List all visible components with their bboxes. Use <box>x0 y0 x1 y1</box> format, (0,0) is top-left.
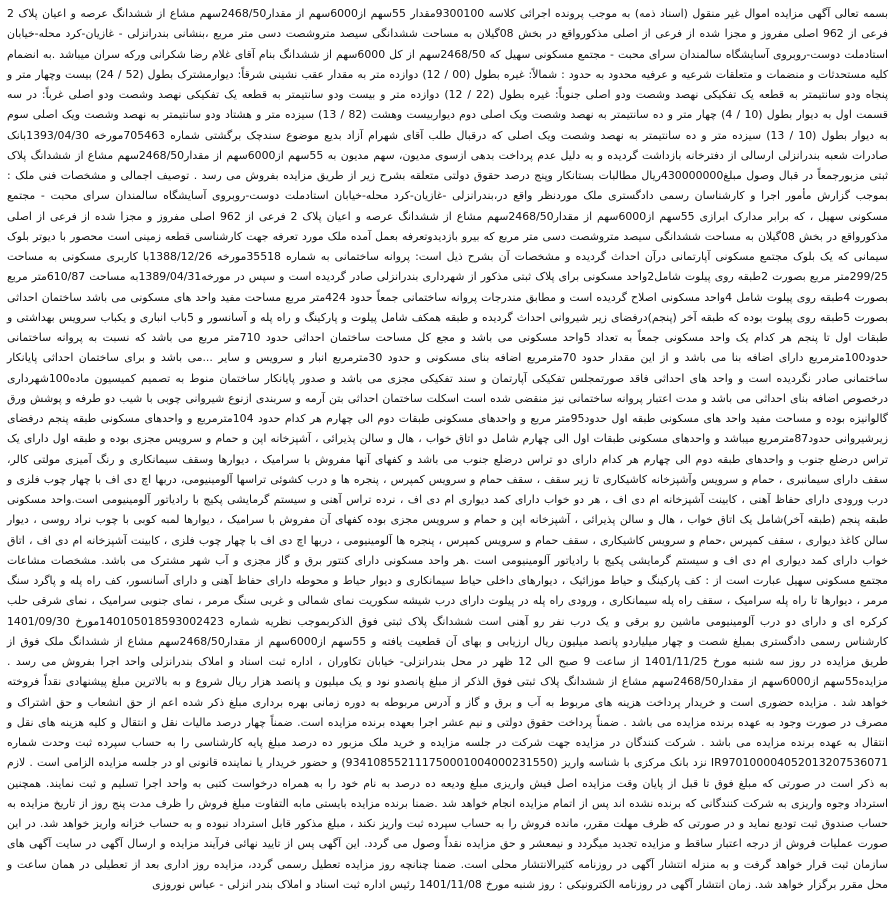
auction-notice-text: بسمه تعالی آگهی مزایده اموال غیر منقول (اسناد ذمه) به موجب پرونده اجرائی کلاسه 9300100مقدار 55سهم از6000سهم از مقدار2468/50سهم مشاع از ششدانگ عرصه و اعیان پلاک 2 فرعی از 962 اصلی مفروز و مجزا شده از فرعی از اصلی مذکورواقع در بخش 08گیلان به مساحت ششدانگی سیصد متروشصت دسی متر مربع ،بنشانی بندرانزلی - غازیان-کرد محله-خیابان استادملت دوست-روبروی آسایشگاه سالمندان سرای محبت - مجتمع مسکونی سهیل که 2468/50سهم از کل 6000سهم از ششدانگ بنام آقای غلام رضا شکرانی ورکه سران میباشد .به انضمام کلیه مستحدثات و منضمات و متعلقات شرعیه و عرفیه محدود به حدود : شمالاً: غیره بطول (00 / 12) دوازده متر به مقدار عقب نشینی شرقاً: دیوارمشترک بطول (52 / 24) بیست وچهار متر و پنجاه ودو سانتیمتر به قطعه یک تفکیکی نهصد وشصت ودو اصلی جنوباً: غیره بطول (22 / 12) دوازده متر و بیست ودو سانتیمتر به قطعه یک تفکیکی نهصد وشصت ودو اصلی غرباً: در سه قسمت اول به دیوار بطول (10 / 4) چهار متر و ده سانتیمتر به نهصد وشصت ویک اصلی دوم دیواربیست وهشت (82 / 13) سیزده متر و هشتاد ودو سانتیمتر به نهصد وشصت ویک اصلی سوم به دیوار بطول (10 / 13) سیزده متر و ده سانتیمتر به نهصد وشصت ویک اصلی که درقبال طلب آقای شهرام آزاد بدیع موضوع سندچک برگشتی شماره 705463مورخه 1393/04/30بانک صادرات شعبه بندرانزلی ارسالی از دفترخانه بازداشت گردیده و به دلیل عدم پرداخت بدهی ازسوی مدیون، سهم مدیون به 55سهم از6000سهم از مقدار2468/50سهم مشاع از ششدانگ پلاک ثبتی مزبورجمعاً در قبال وصول مبلغ430000000ریال مطالبات بستانکار وپنج درصد حقوق دولتی متعلقه بشرح زیر از طریق مزایده بفروش می رسد . توصیف اجمالی و مشخصات فنی ملک : بموجب گزارش مأمور اجرا و کارشناسان رسمی دادگستری ملک موردنظر واقع در،بندرانزلی -غازیان-کرد محله-خیابان استادملت دوست-روبروی آسایشگاه سالمندان سرای محبت - مجتمع مسکونی سهیل ، که برابر مدارک ابرازی 55سهم از6000سهم از مقدار2468/50سهم مشاع از ششدانگ عرصه و اعیان پلاک 2 فرعی از 962 اصلی مفروز و مجزا شده از فرعی از اصلی مذکورواقع در بخش 08گیلان به مساحت ششدانگی سیصد متروشصت دسی متر مربع که بیرو بازدیدوتعرفه بعمل آمده ملک مورد تعرفه جهت کارشناسی قطعه زمینی است محصور با دیوتر بلوک سیمانی که یک بلوک مجتمع مسکونی آپارتمانی درآن احداث گردیده و مشخصات آن بشرح ذیل است: پروانه ساختمانی به شماره 35518مورخه 1388/12/26با کاربری مسکونی به مساحت 299/25متر مربع بصورت 2طبقه روی پیلوت شامل2واحد مسکونی برای پلاک ثبتی مذکور از شهرداری بندرانزلی صادر گردیده است و سپس در مورخه1389/04/31به مساحت 610/87متر مربع بصورت 4طبقه روی پیلوت شامل 4واحد مسکونی اصلاح گردیده است و مطابق مندرجات پروانه ساختمانی جمعاً حدود 424متر مربع مساحت مفید واحد های مسکونی می باشد ساختمان احداثی بصورت 5طبقه روی پیلوت بوده که طبقه آخر (پنجم)درفضای زیر شیروانی احداث گردیده و طبقه همکف شامل پیلوت و پارکینگ و راه پله و آسانسور و 5باب انباری و یکباب سرویس بهداشتی و طبقات اول تا پنجم هر کدام یک واحد مسکونی جمعاً به تعداد 5واحد مسکونی می باشد و مجع کل مساحت ساختمان احداثی حدود 710متر مربع می باشد که نسبت به پروانه ساختمانی حدود100مترمربع دارای اضافه بنا می باشد و از این مقدار حدود 70مترمربع اضافه بنای مسکونی و حدود 30مترمربع انبار و سرویس و سایر ...می باشد و برای ساختمان احداثی پایانکار ساختمانی صادر نگردیده است و واحد های احداثی فاقد صورتمجلس تفکیکی آپارتمان و سند تفکیکی مجزی می باشد و صدور پایانکار ساختمان منوط به تصمیم کمیسیون ماده100شهرداری درخصوص اضافه بنای احداثی می باشد و مدت اعتبار پروانه ساختمانی نیز منقضی شده است اسکلت ساختمان احداثی بتن آرمه و سربندی ازنوع شیروانی چوبی با شیب دو طرفه و پوشش ورق گالوانیزه بوده و مساحت مفید واحد های مسکونی طبقه اول حدود95متر مربع و واحدهای مسکونی طبقات دوم الی چهارم هر کدام حدود 104مترمربع و واحدهای مسکونی طبقه پنجم درفضای زیرشیروانی حدود87مترمربع میباشد و واحدهای مسکونی طبقات اول الی چهارم شامل دو اتاق خواب ، هال و سالن پذیرائی ، آشپزخانه اپن و حمام و سرویس مجزی بوده و طبقه اول دارای یک تراس درضلع جنوب و واحدهای طبقه دوم الی چهارم هر کدام دارای دو تراس درضلع جنوب می باشد و کفهای آنها مفروش با سرامیک ، دیوارها وسقف سیمانکاری و رنگ آمیزی مولتی کالر، سقف دارای سیمانبری ، حمام و سرویس وآشپزخانه کاشیکاری تا زیر سقف ، سقف حمام و سرویس کمپرس ، پنجره ها و درب کشوئی تراسها آلومینیومی، دربها اچ دی اف با چهار چوب فلزی و درب ورودی دارای حفاظ آهنی ، کابینت آشپزخانه ام دی اف ، هر دو خواب دارای کمد دیواری ام دی اف ، نرده تراس آهنی و سیستم گرمایشی پکیج با رادیاتور آلومینیومی است.واحد مسکونی طبقه پنجم (طبقه آخر)شامل یک اتاق خواب ، هال و سالن پذیرائی ، آشپزخانه اپن و حمام و سرویس مجزی بوده کفهای آن مفروش با سرامیک ، دیوارها لمبه کوبی با چوب نراد روسی ، دیوار سالن کاغذ دیواری ، سقف کمپرس ،حمام و سرویس کاشیکاری ، سقف حمام و سرویس کمپرس ، پنجره ها آلومینیومی ، دربها اچ دی اف با چهار چوب فلزی ، کابینت آشپزخانه ام دی اف ، اتاق خواب دارای کمد دیواری ام دی اف و سیستم گرمایشی پکیج با رادیاتور آلومینیومی است .هر واحد مسکونی دارای کنتور برق و گاز مجزی و آب شهر مشترک می باشد. مشخصات مشاعات مجتمع مسکونی سهیل عبارت است از : کف پارکینگ و حیاط موزائیک ، دیوارهای داخلی حیاط سیمانکاری و دیوار حیاط و محوطه دارای حفاظ آهنی و دارای آسانسور، کف راه پله و پاگرد سنگ مرمر ، دیوارها تا راه پله سرامیک ، سقف راه پله سیمانکاری ، ورودی راه پله در پیلوت دارای درب شیشه سکوریت نمای شمالی و غربی سنگ مرمر ، نمای جنوبی سرامیک ، نمای شرقی حلب کرکره ای و دارای دو درب آلومینیومی ماشین رو برقی و یک درب نفر رو آهنی است ششدانگ پلاک ثبتی فوق الذکربموجب نظریه شماره 140105018593002423مورخ 1401/09/30 کارشناس رسمی دادگستری بمبلغ شصت و چهار میلیاردو پانصد میلیون ریال ارزیابی و بهای آن قطعیت یافته و 55سهم از6000سهم از مقدار2468/50سهم مشاع از ششدانگ ملک فوق از طریق مزایده در روز سه شنبه مورخ 1401/11/25 از ساعت 9 صبح الی 12 ظهر در محل بندرانزلی- خیابان تکاوران ، اداره ثبت اسناد و املاک بندرانزلی واحد اجرا بفروش می رسد . مزایده55سهم از6000سهم از مقدار2468/50سهم مشاع از ششدانگ پلاک ثبتی فوق الذکر از مبلغ پانصدو نود و یک میلیون و پانصد هزار ریال شروع و به بالاترین مبلغ پیشنهادی نقداً فروخته خواهد شد . مزایده حضوری است و خریدار پرداخت هزینه های مربوط به آب و برق و گاز و آدرس مربوطه به دوره زمانی بهره برداری مبلغ ذکر شده اعم از حق انشعاب و حق اشتراک و مصرف در صورت وجود به عهده برنده مزایده می باشد . ضمناً پرداخت حقوق دولتی و نیم عشر اجرا بعهده برنده مزایده است. ضمناً چهار درصد مالیات نقل و انتقال و کلیه هزینه های نقل و انتقال به عهده برنده مزایده می باشد . شرکت کنندگان در مزایده جهت شرکت در جلسه مزایده و خرید ملک مزبور ده درصد مبلغ پایه کارشناسی را به حساب سپرده ثبت وحدت شماره IR970100004052013207536071 نزد بانک مرکزی با شناسه واریز (934108552111750001004000231550) و حضور خریدار یا نماینده قانونی او در جلسه مزایده الزامی است . لازم به ذکر است در صورتی که مبلغ فوق تا قبل از پایان وقت مزایده اصل فیش واریزی مبلغ ودیعه ده درصد به نام خود را به همراه درخواست کتبی به واحد اجرا تسلیم و ثبت نمایند. همچنین استرداد وجوه واریزی به شرکت کنندگانی که برنده نشده اند پس از اتمام مزایده انجام خواهد شد .ضمنا برنده مزایده بایستی مابه التفاوت مبلغ فروش را ظرف مدت پنج روز از تاریخ مزایده به حساب صندوق ثبت تودیع نماید و در صورتی که ظرف مهلت مقرر، مانده فروش را به حساب سپرده ثبت واریز نکند ، مبلغ مذکور قابل استرداد نبوده و به حساب خزانه واریز خواهد شد. در این صورت عملیات فروش از درجه اعتبار ساقط و مزایده تجدید میگردد و نیمعشر و حق مزایده نقداً وصول می گردد. این آگهی پس از تایید نهائی فرآیند مزایده و ارسال آگهی در سایت آگهی های سازمان ثبت قرار خواهد گرفت و به منزله انتشار آگهی در روزنامه کثیرالانتشار محلی است. ضمنا چنانچه روز مزایده تعطیل رسمی گردد، مزایده روز اداری بعد از تعطیلی در همان ساعت و محل مقرر برگزار خواهد شد. زمان انتشار آگهی در روزنامه الکترونیکی : روز شنبه مورخ 1401/11/08 رئیس اداره ثبت اسناد و املاک بندر انزلی - عباس نوروزی <box>7 7 889 891</box>
